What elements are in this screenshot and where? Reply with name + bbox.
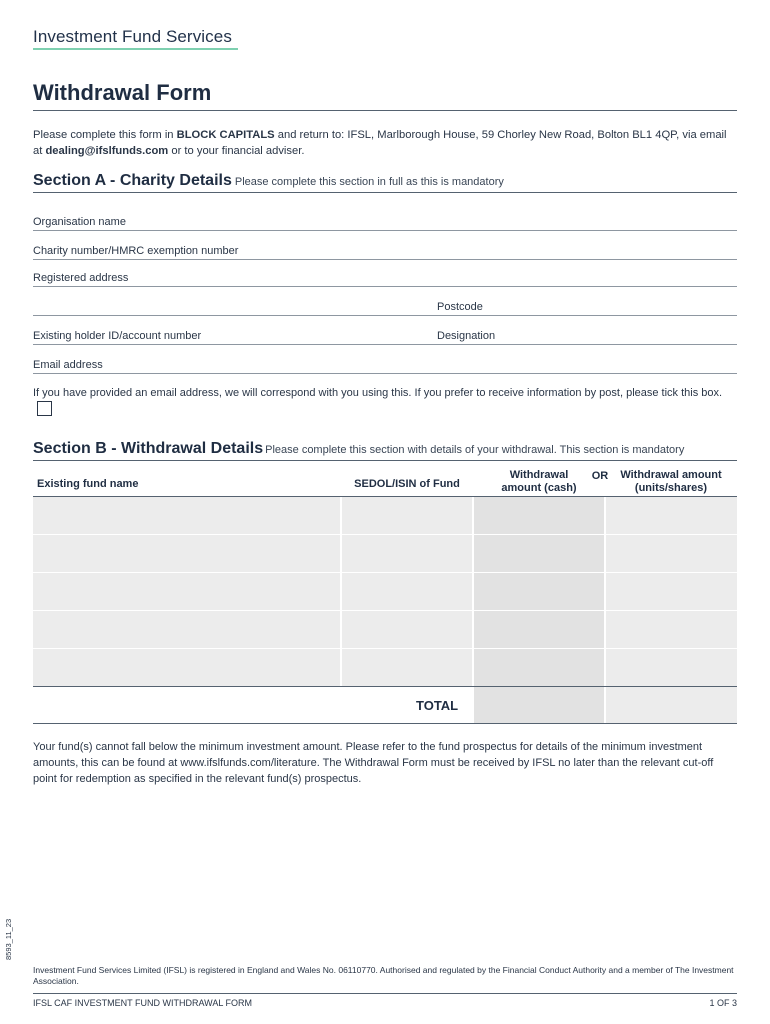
- post-preference-note: [33, 385, 733, 418]
- section-a-header: [33, 172, 504, 190]
- address-postcode-field[interactable]: [33, 315, 737, 316]
- sedol-column[interactable]: [342, 497, 472, 686]
- section-b-header: [33, 440, 684, 458]
- email-address-label: Email address: [33, 359, 103, 371]
- section-b-title: Section B - Withdrawal Details: [33, 440, 264, 457]
- holder-id-label: Existing holder ID/account number: [33, 330, 202, 342]
- col-or: OR: [591, 470, 609, 482]
- col-amount-cash: Withdrawal amount (cash): [501, 469, 577, 494]
- registered-address-field[interactable]: [33, 286, 737, 287]
- title-rule: [33, 110, 737, 111]
- post-preference-text: If you have provided an email address, we will correspond with you using this. If you prefer to receive information by post, please tick this box.: [33, 387, 723, 399]
- charity-number-field[interactable]: [33, 259, 737, 260]
- intro-text: [33, 127, 738, 159]
- withdrawal-table: [33, 497, 737, 686]
- holder-id-designation-field[interactable]: [33, 344, 737, 345]
- total-cash-cell[interactable]: [474, 687, 604, 723]
- section-a-rule: [33, 192, 737, 193]
- brand-name: Investment Fund Services: [33, 27, 232, 46]
- intro-bold-1: BLOCK CAPITALS: [176, 129, 275, 141]
- organisation-name-field[interactable]: [33, 230, 737, 231]
- email-address-field[interactable]: [33, 373, 737, 374]
- post-preference-checkbox[interactable]: [37, 401, 52, 416]
- table-bottom-rule: [33, 723, 737, 724]
- section-b-rule: [33, 460, 737, 461]
- fund-name-column[interactable]: [33, 497, 340, 686]
- col-amount-units: Withdrawal amount (units/shares): [620, 469, 722, 494]
- postcode-label: Postcode: [437, 301, 483, 313]
- intro-text-2: and return to: IFSL, Marlborough House, 59 Chorley New Road, Bolton BL1 4QP, via email at: [33, 129, 727, 157]
- total-label: TOTAL: [416, 698, 459, 713]
- regulatory-footnote: Investment Fund Services Limited (IFSL) is registered in England and Wales No. 06110770. Authorised and regulated by the Financial Conduct Authority and a member of The Investment Association.: [33, 965, 734, 986]
- form-reference: 8593_11_23: [4, 918, 13, 960]
- footer-page-number: 1 OF 3: [709, 998, 737, 1008]
- section-b-subtitle: Please complete this section with details of your withdrawal. This section is mandatory: [265, 444, 685, 456]
- total-units-cell[interactable]: [606, 687, 737, 723]
- intro-text-3: or to your financial adviser.: [168, 145, 305, 157]
- amount-units-column[interactable]: [606, 497, 737, 686]
- footer-rule: [33, 993, 737, 994]
- intro-text-1: Please complete this form in: [33, 129, 177, 141]
- col-sedol: SEDOL/ISIN of Fund: [354, 478, 460, 490]
- section-a-subtitle: Please complete this section in full as this is mandatory: [234, 176, 504, 188]
- charity-number-label: Charity number/HMRC exemption number: [33, 245, 239, 257]
- col-fund-name: Existing fund name: [37, 478, 139, 490]
- minimum-investment-note: Your fund(s) cannot fall below the minimum investment amount. Please refer to the fund prospectus for details of the minimum investment amounts, this can be found at www.ifslfunds.com/literature. The Withdrawal Form must be received by IFSL no later than the relevant cut-off point for redemption as specified in the relevant fund(s) prospectus.: [33, 741, 714, 785]
- amount-cash-column[interactable]: [474, 497, 604, 686]
- section-a-title: Section A - Charity Details: [33, 172, 232, 189]
- page-title: Withdrawal Form: [33, 80, 212, 105]
- organisation-name-label: Organisation name: [33, 216, 126, 228]
- brand-underline: [33, 48, 238, 50]
- intro-email[interactable]: dealing@ifslfunds.com: [45, 145, 169, 157]
- table-row-divider: [33, 572, 737, 573]
- table-row-divider: [33, 534, 737, 535]
- table-row-divider: [33, 610, 737, 611]
- registered-address-label: Registered address: [33, 272, 129, 284]
- table-row-divider: [33, 648, 737, 649]
- footer-form-name: IFSL CAF INVESTMENT FUND WITHDRAWAL FORM: [33, 998, 253, 1008]
- designation-label: Designation: [437, 330, 496, 342]
